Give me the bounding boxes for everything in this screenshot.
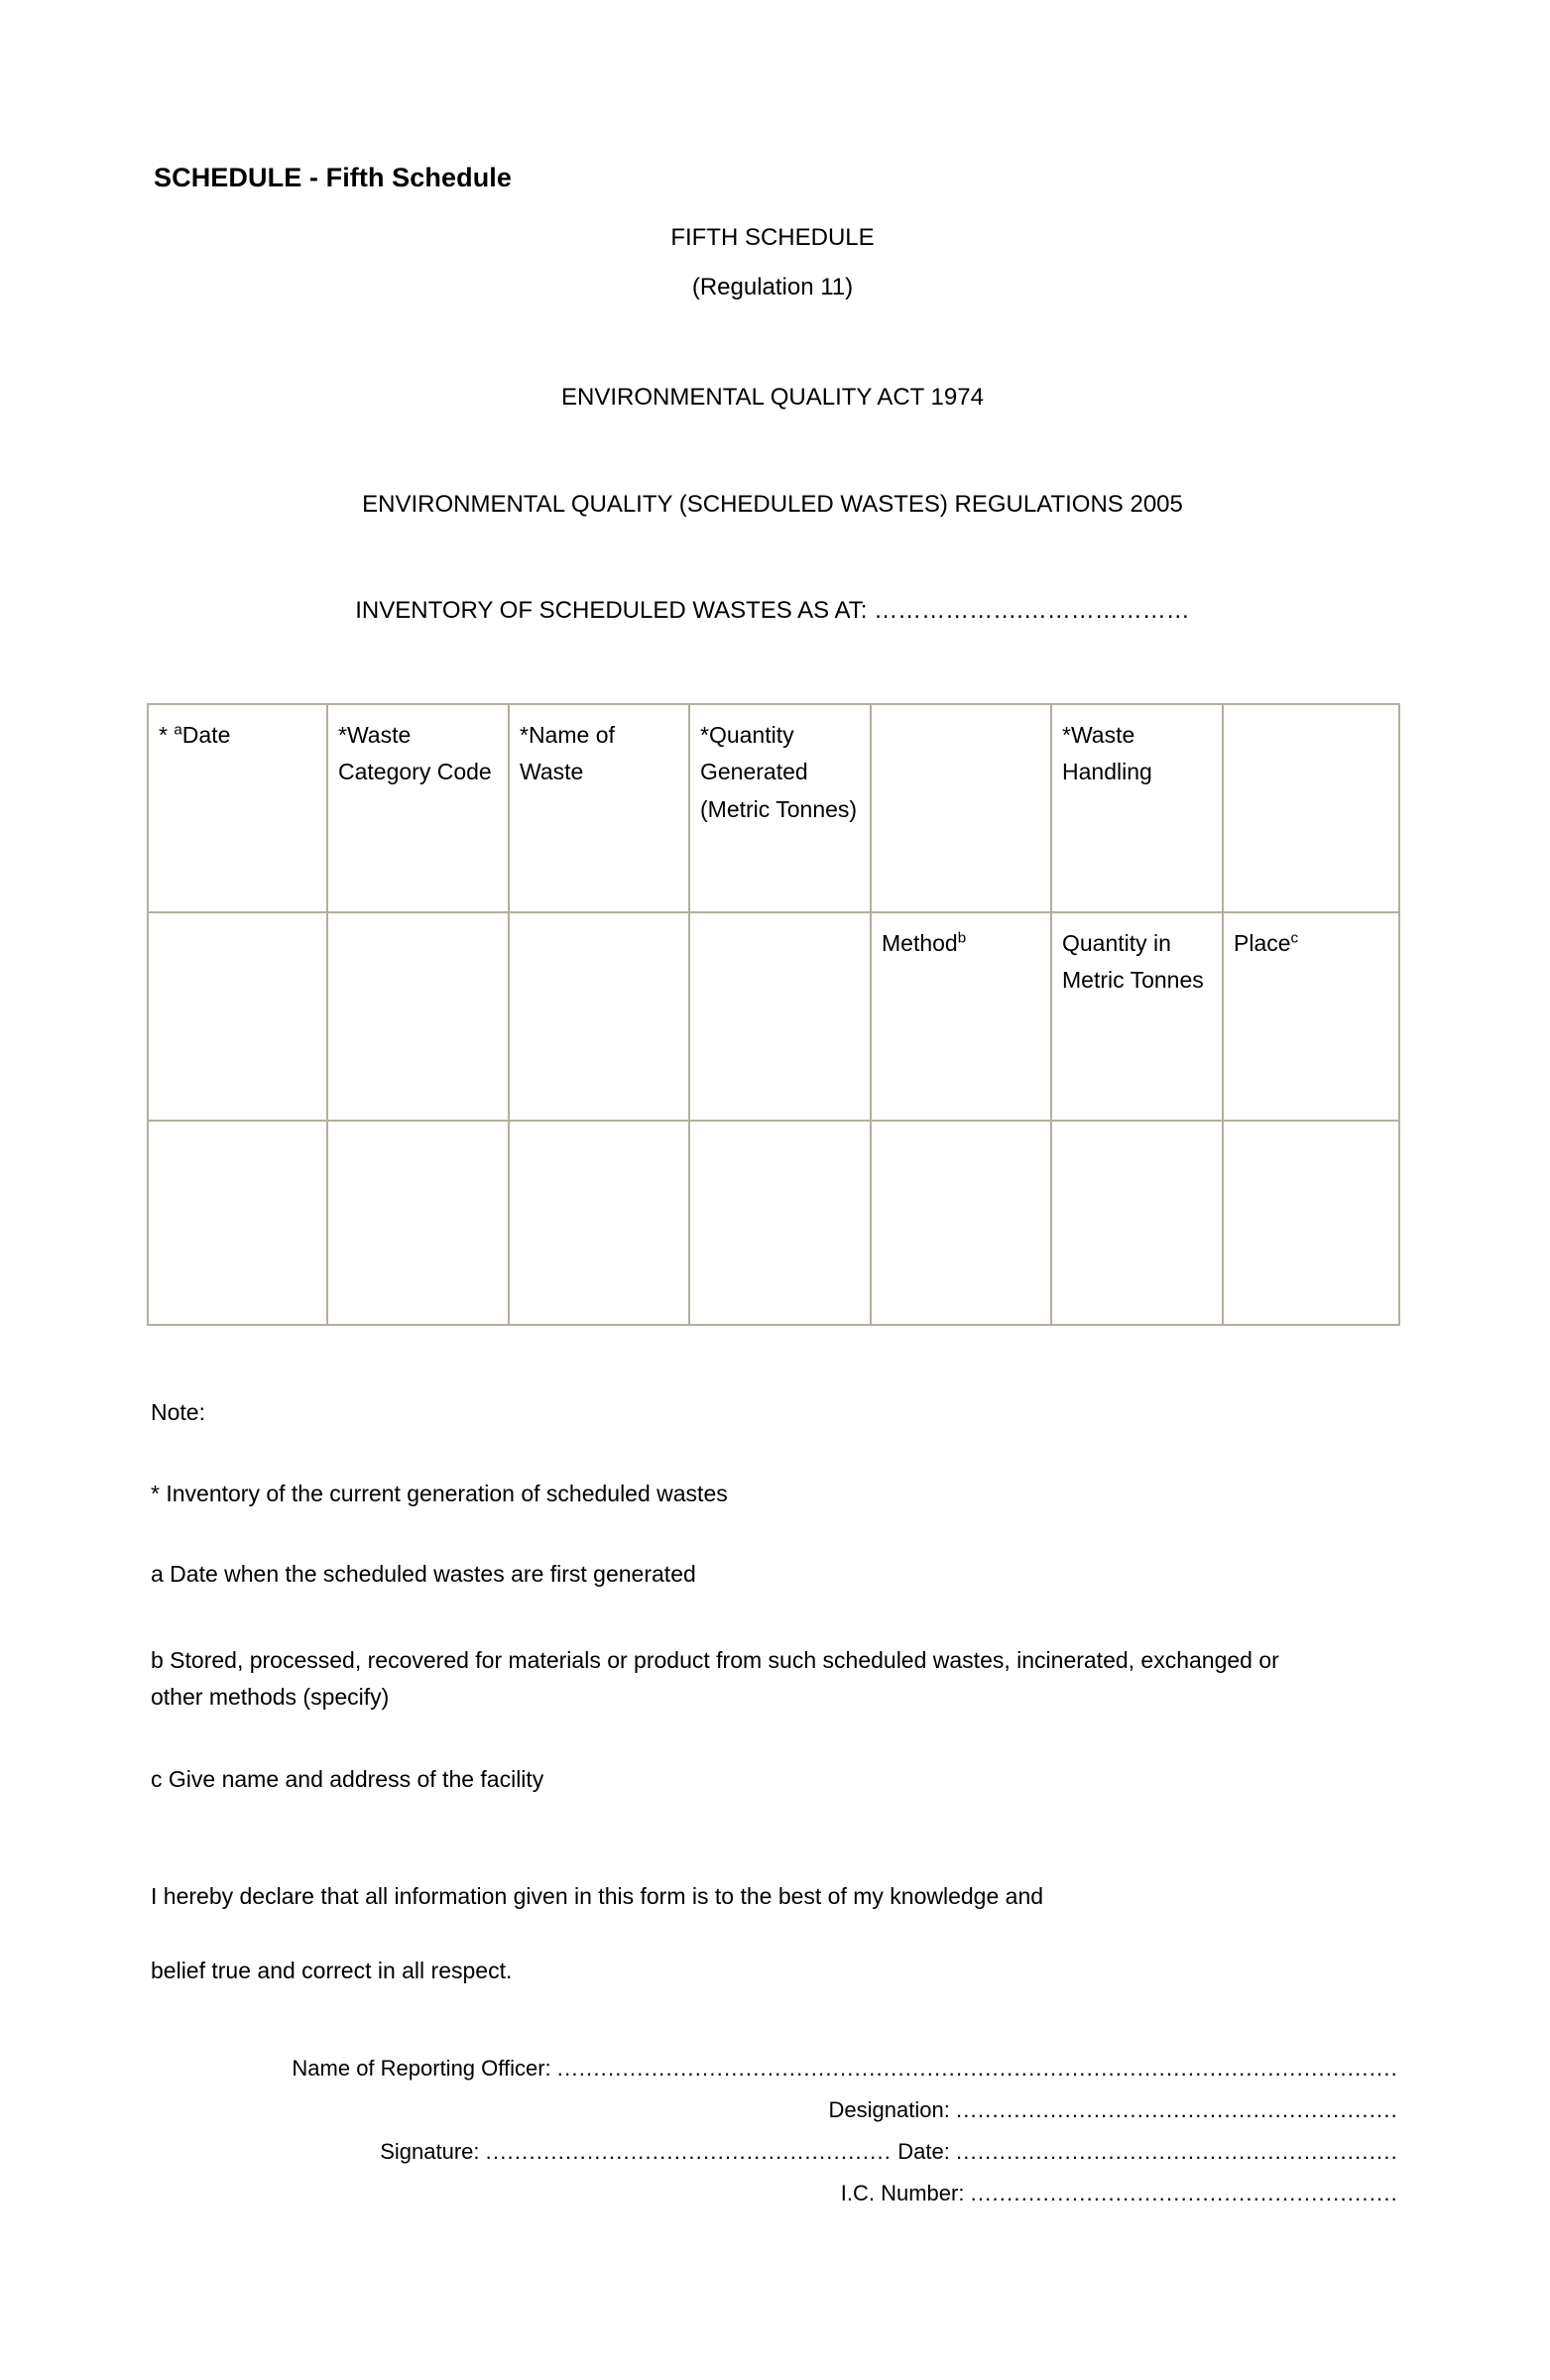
heading-regulations: ENVIRONMENTAL QUALITY (SCHEDULED WASTES) REGULATIONS 2005 (362, 491, 1183, 518)
method-footnote-marker: b (957, 929, 967, 947)
header-cell-waste-handling (1051, 704, 1223, 912)
subheader-quantity-metric-tonnes-label: Quantity in Metric Tonnes (1062, 930, 1204, 994)
subheader-place-label: Place$^c$ (1234, 929, 1299, 956)
note-asterisk: * Inventory of the current generation of scheduled wastes (151, 1481, 728, 1506)
header-date-star: * $^a$Date (159, 721, 231, 748)
header-cell-spacer-place (1223, 704, 1399, 912)
field-designation[interactable] (147, 2099, 1398, 2121)
signature-label: Signature: (380, 2139, 486, 2164)
subheader-cell-place (1223, 912, 1399, 1121)
designation-label: Designation: (828, 2097, 956, 2122)
subheader-cell-category-blank (327, 912, 509, 1121)
header-waste-handling-label: *Waste Handling (1062, 722, 1152, 785)
designation-input[interactable]: ............................................................. (955, 2097, 1398, 2122)
subheader-method-label: Method$^b$ (882, 929, 967, 956)
subheader-cell-name-blank (509, 912, 689, 1121)
heading-regulation-ref: (Regulation 11) (691, 274, 854, 300)
signature-input[interactable]: ........................................................ (485, 2139, 893, 2164)
header-cell-spacer-method (871, 704, 1051, 912)
subheader-cell-method (871, 912, 1051, 1121)
header-cell-waste-category-code (327, 704, 509, 912)
signature-block (147, 2058, 1398, 2224)
cell-name-of-waste[interactable] (509, 1121, 689, 1325)
place-footnote-marker: c (1290, 929, 1299, 947)
cell-place[interactable] (1223, 1121, 1399, 1325)
ic-number-label: I.C. Number: (840, 2181, 971, 2205)
cell-waste-category-code[interactable] (327, 1121, 509, 1325)
header-cell-quantity-generated (689, 704, 871, 912)
subheader-cell-date-blank (148, 912, 327, 1121)
date-input[interactable]: ............................................................. (955, 2139, 1398, 2164)
header-name-of-waste-label: *Name of Waste (520, 722, 615, 785)
field-ic-number[interactable] (147, 2183, 1398, 2204)
cell-method[interactable] (871, 1121, 1051, 1325)
date-footnote-marker: a (174, 721, 182, 739)
header-quantity-generated-label: *Quantity Generated (Metric Tonnes) (700, 722, 858, 822)
cell-quantity-generated[interactable] (689, 1121, 871, 1325)
name-of-reporting-officer-label: Name of Reporting Officer: (292, 2056, 557, 2081)
table-header-row (148, 704, 1399, 912)
cell-quantity-metric-tonnes[interactable] (1051, 1121, 1223, 1325)
header-waste-category-code-label: *Waste Category Code (338, 722, 492, 785)
declaration-line-2: belief true and correct in all respect. (151, 1958, 513, 1983)
note-c: c Give name and address of the facility (151, 1766, 544, 1792)
inventory-table (147, 703, 1400, 1326)
note-a: a Date when the scheduled wastes are first generated (151, 1561, 696, 1587)
table-row[interactable] (148, 1121, 1399, 1325)
cell-date[interactable] (148, 1121, 327, 1325)
subheader-cell-quantity-blank (689, 912, 871, 1121)
table-subheader-row (148, 912, 1399, 1121)
date-label: Date: (892, 2139, 956, 2164)
field-signature-and-date[interactable] (147, 2141, 1398, 2163)
declaration-line-1: I hereby declare that all information given in this form is to the best of my knowledge and (151, 1883, 1044, 1909)
heading-fifth-schedule: FIFTH SCHEDULE (670, 224, 875, 251)
heading-inventory-as-at: INVENTORY OF SCHEDULED WASTES AS AT: ……………….………………… (355, 597, 1190, 624)
page-title: SCHEDULE - Fifth Schedule (154, 163, 513, 192)
name-of-reporting-officer-input[interactable]: .................................................................................................................... (556, 2056, 1398, 2081)
header-cell-date (148, 704, 327, 912)
header-date-label: Date (181, 722, 231, 748)
note-b: b Stored, processed, recovered for materials or product from such scheduled wastes, incinerated, exchanged or other methods (specify) (151, 1647, 1279, 1711)
ic-number-input[interactable]: ........................................................... (970, 2181, 1398, 2205)
subheader-cell-quantity-metric-tonnes (1051, 912, 1223, 1121)
heading-act: ENVIRONMENTAL QUALITY ACT 1974 (561, 384, 984, 411)
notes-heading: Note: (151, 1399, 205, 1425)
header-cell-name-of-waste (509, 704, 689, 912)
field-name-of-reporting-officer[interactable] (147, 2058, 1398, 2080)
